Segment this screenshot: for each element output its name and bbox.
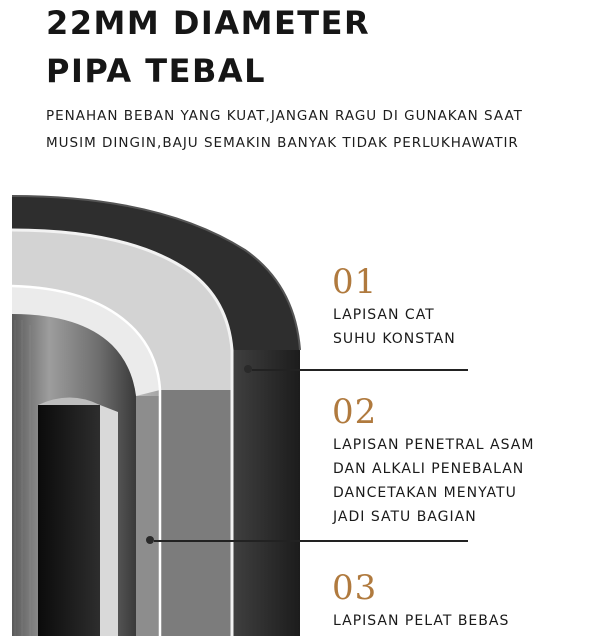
pipe-layers-graphic bbox=[0, 190, 601, 636]
page-title bbox=[46, 0, 370, 94]
callout-leader-1 bbox=[252, 369, 468, 371]
callout-text-1 bbox=[333, 303, 456, 351]
description-text: PENAHAN BEBAN YANG KUAT,JANGAN RAGU DI GUNAKAN SAAT MUSIM DINGIN,BAJU SEMAKIN BANYAK TIDAK PERLUKHAWATIR bbox=[46, 108, 523, 151]
callout-2-line-2: DAN ALKALI PENEBALAN bbox=[333, 461, 525, 477]
callout-number-2: 02 bbox=[332, 392, 378, 432]
pipe-cross-section-illustration bbox=[0, 190, 601, 636]
callout-text-3 bbox=[333, 609, 509, 633]
callout-1-line-1: LAPISAN CAT bbox=[333, 307, 435, 323]
callout-2-line-4: JADI SATU BAGIAN bbox=[333, 509, 477, 525]
callout-3-line-1: LAPISAN PELAT BEBAS bbox=[333, 613, 510, 629]
title-line-2: PIPA TEBAL bbox=[46, 52, 267, 90]
callout-dot-2 bbox=[146, 536, 154, 544]
title-line-1: 22MM DIAMETER bbox=[46, 4, 371, 42]
callout-text-2 bbox=[333, 433, 534, 529]
callout-2-line-1: LAPISAN PENETRAL ASAM bbox=[333, 437, 535, 453]
callout-1-line-2: SUHU KONSTAN bbox=[333, 331, 456, 347]
callout-leader-2 bbox=[154, 540, 468, 542]
callout-number-1: 01 bbox=[332, 262, 378, 302]
callout-2-line-3: DANCETAKAN MENYATU bbox=[333, 485, 517, 501]
callout-number-3: 03 bbox=[332, 568, 378, 608]
callout-dot-1 bbox=[244, 365, 252, 373]
